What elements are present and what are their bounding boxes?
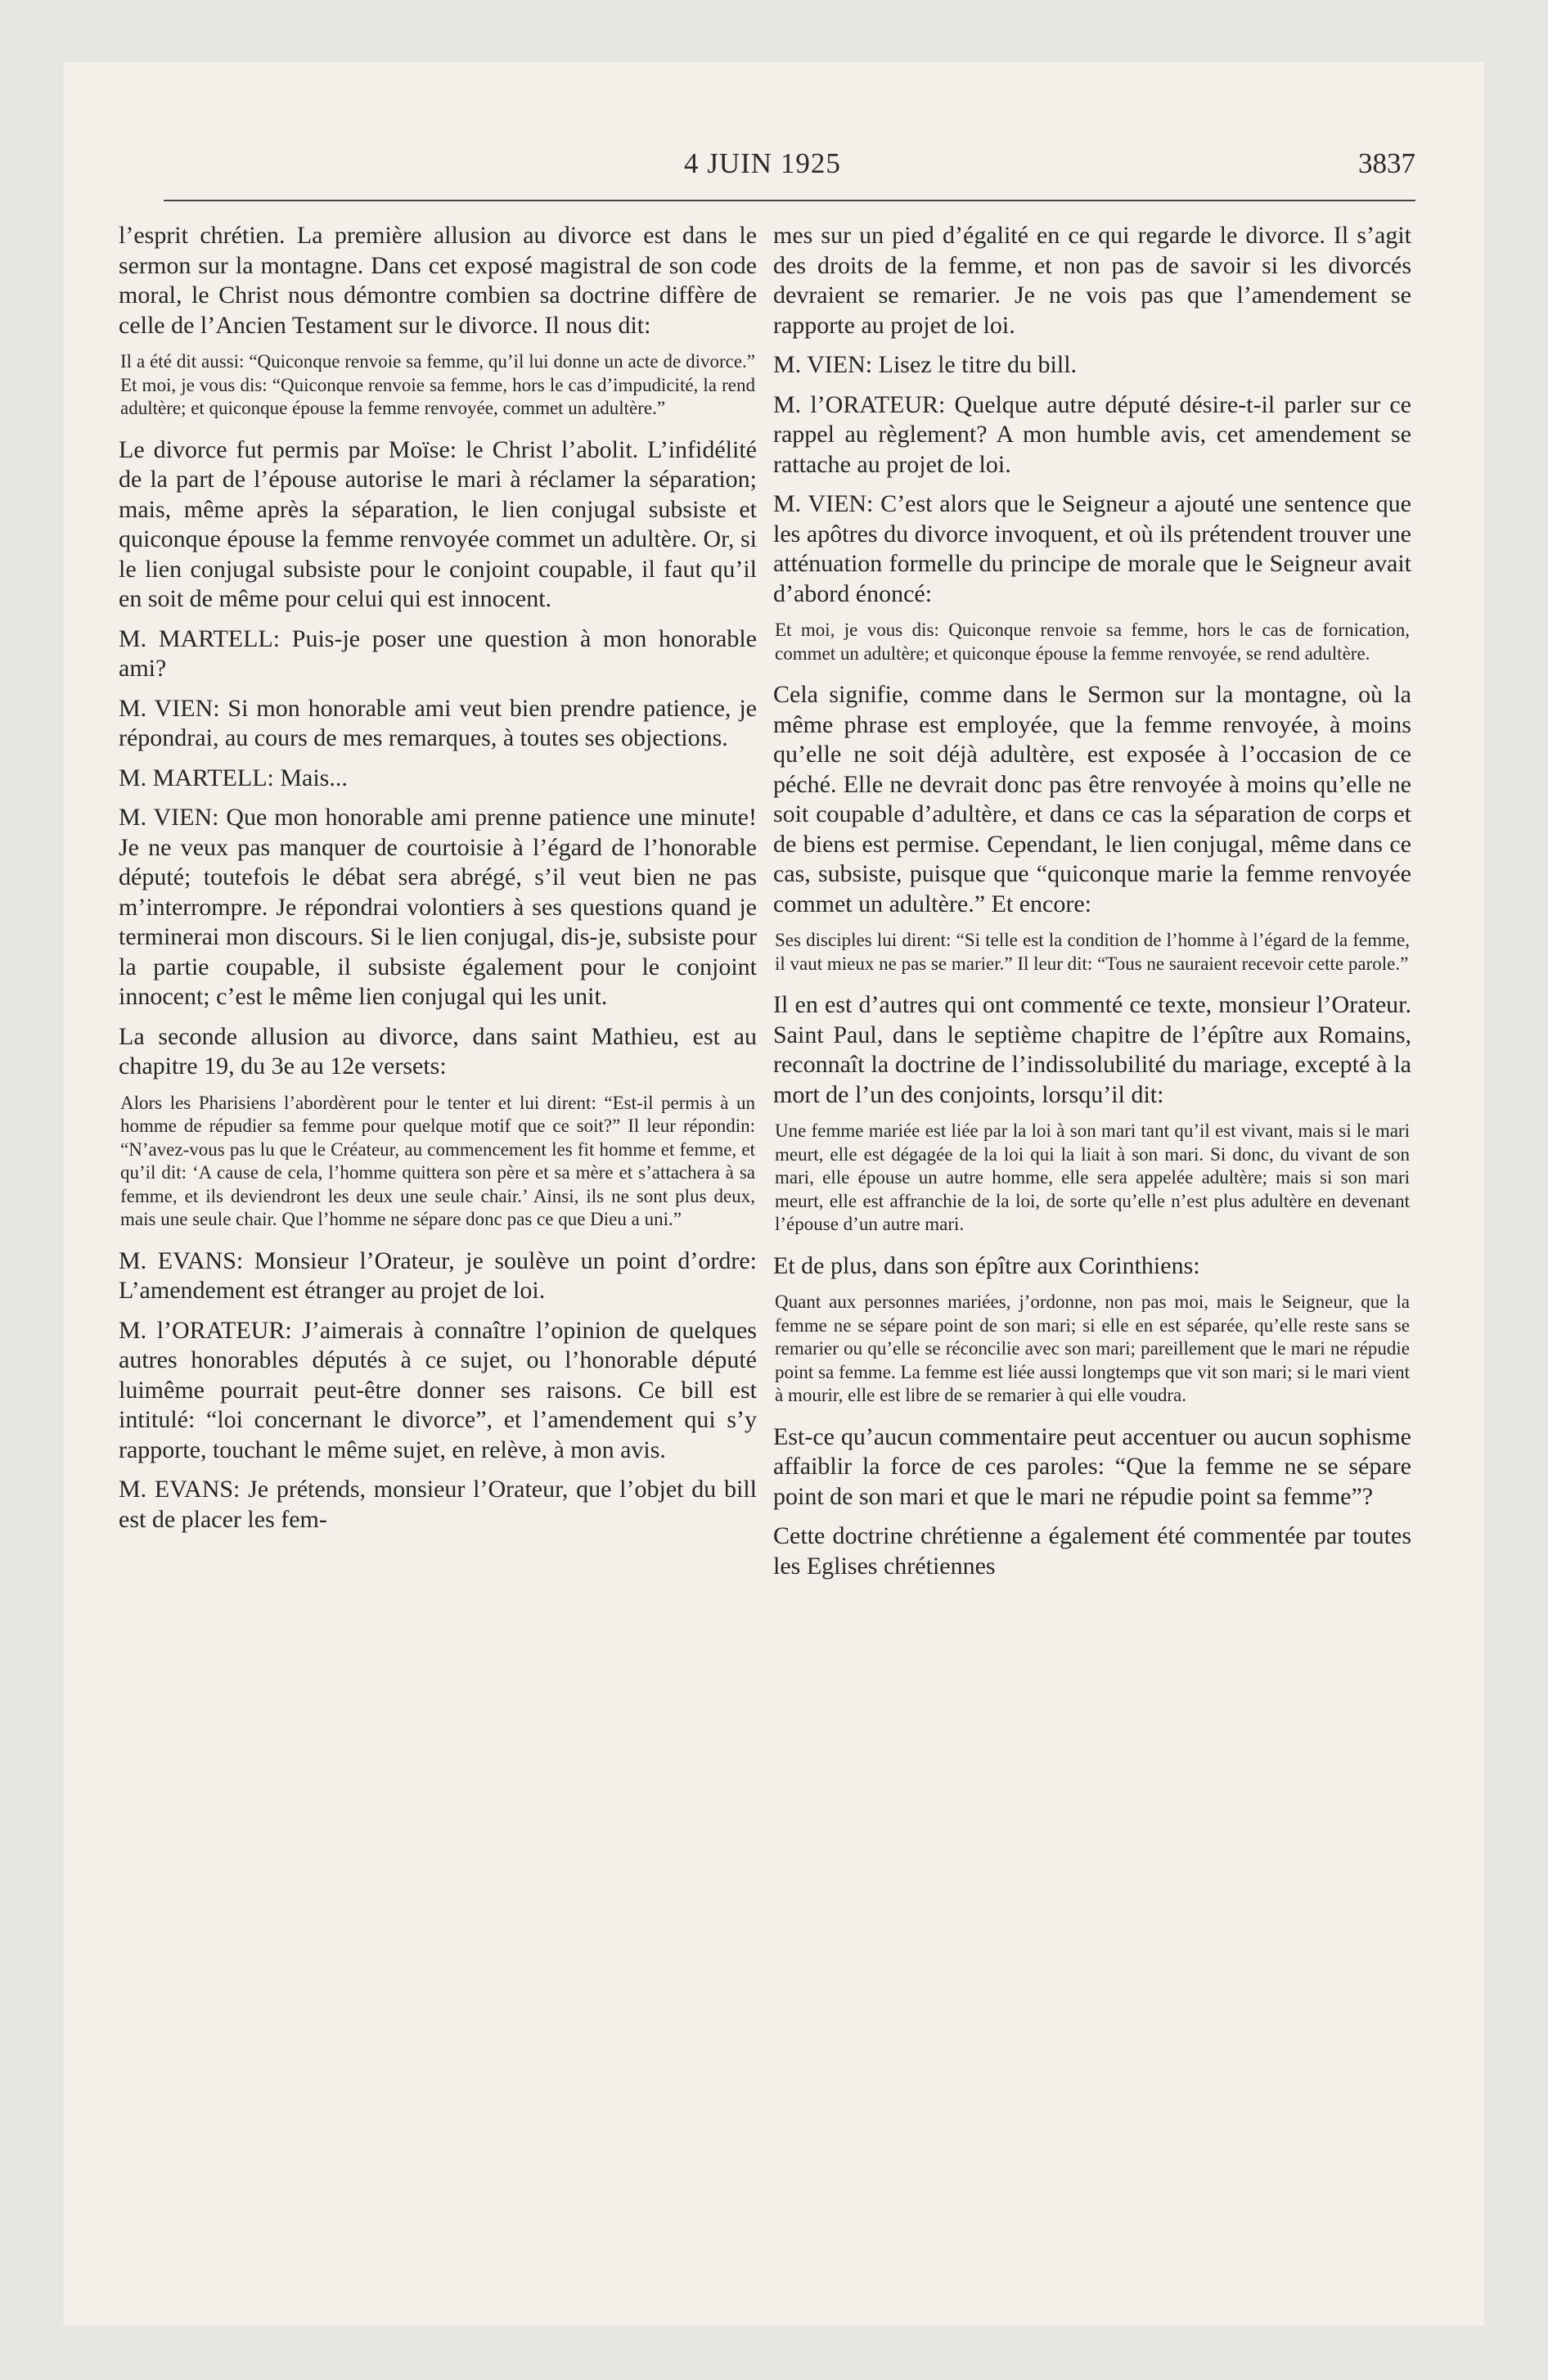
- paragraph: M. MARTELL: Mais...: [119, 764, 348, 791]
- paragraph: Cette doctrine chrétienne a également été commentée par toutes les Eglises chrétiennes: [773, 1522, 1411, 1580]
- block-quote: Et moi, je vous dis: Quiconque renvoie sa femme, hors le cas de fornication, commet un adultère; et quiconque épouse la femme renvoyée, se rend adultère.: [775, 620, 1410, 664]
- block-quote: Il a été dit aussi: “Quiconque renvoie sa femme, qu’il lui donne un acte de divorce.” Et moi, je vous dis: “Quiconque renvoie sa femme, hors le cas d’impudicité, la rend adultère; et quiconque épouse la femme renvoyée, commet un adultère.”: [120, 351, 755, 418]
- paragraph: Le divorce fut permis par Moïse: le Christ l’abolit. L’infidélité de la part de l’épouse autorise le mari à réclamer la séparation; mais, même après la séparation, le lien conjugal subsiste et quiconque épouse la femme renvoyée commet un adultère. Or, si le lien conjugal subsiste pour le conjoint coupable, il faut qu’il en soit de même pour celui qui est innocent.: [119, 435, 757, 612]
- paragraph: M. MARTELL: Puis-je poser une question à mon honorable ami?: [119, 624, 757, 682]
- paragraph: l’esprit chrétien. La première allusion au divorce est dans le sermon sur la montagne. Dans cet exposé magistral de son code moral, le Christ nous démontre combien sa doctrine diffère de celle de l’Ancien Testament sur le divorce. Il nous dit:: [119, 222, 757, 339]
- right-column: [773, 221, 1411, 1591]
- paragraph: La seconde allusion au divorce, dans saint Mathieu, est au chapitre 19, du 3e au 12e versets:: [119, 1022, 757, 1080]
- page-header: [638, 147, 1415, 188]
- left-column: [119, 221, 757, 1544]
- block-quote: Quant aux personnes mariées, j’ordonne, non pas moi, mais le Seigneur, que la femme ne se sépare point de son mari; si elle en est séparée, qu’elle reste sans se remarier ou qu’elle se réconcilie avec son mari; pareillement que le mari ne répudie point sa femme. La femme est liée aussi longtemps que vit son mari; si le mari vient à mourir, elle est libre de se remarier à qui elle voudra.: [775, 1291, 1410, 1405]
- paragraph: Cela signifie, comme dans le Sermon sur la montagne, où la même phrase est employée, que la femme renvoyée, à moins qu’elle ne soit déjà adultère, est exposée à l’occasion de ce péché. Elle ne devrait donc pas être renvoyée à moins qu’elle ne soit coupable d’adultère, et dans ce cas la séparation de corps et de biens est permise. Cependant, le lien conjugal, même dans ce cas, subsiste, puisque que “quiconque marie la femme renvoyée commet un adultère.” Et encore:: [773, 681, 1411, 917]
- paragraph: M. EVANS: Je prétends, monsieur l’Orateur, que l’objet du bill est de placer les fem-: [119, 1476, 757, 1533]
- paragraph: Il en est d’autres qui ont commenté ce texte, monsieur l’Orateur. Saint Paul, dans le septième chapitre de l’épître aux Romains, reconnaît la doctrine de l’indissolubilité du mariage, excepté à la mort de l’un des conjoints, lorsqu’il dit:: [773, 991, 1411, 1108]
- paragraph: M. VIEN: Si mon honorable ami veut bien prendre patience, je répondrai, au cours de mes remarques, à toutes ses objections.: [119, 694, 757, 751]
- paragraph: Est-ce qu’aucun commentaire peut accentuer ou aucun sophisme affaiblir la force de ces paroles: “Que la femme ne se sépare point de son mari et que le mari ne répudie point sa femme”?: [773, 1422, 1411, 1510]
- paragraph: M. VIEN: Lisez le titre du bill.: [773, 351, 1078, 378]
- header-rule: [164, 200, 1415, 201]
- header-page-number: 3837: [1358, 147, 1415, 179]
- block-quote: Une femme mariée est liée par la loi à son mari tant qu’il est vivant, mais si le mari meurt, elle est dégagée de la loi qui la liait à son mari. Si donc, du vivant de son mari, elle épouse un autre homme, elle sera appelée adultère; mais si son mari meurt, elle est affranchie de la loi, de sorte qu’elle n’est plus adultère en devenant l’épouse d’un autre mari.: [775, 1120, 1410, 1234]
- paragraph: mes sur un pied d’égalité en ce qui regarde le divorce. Il s’agit des droits de la femme, et non pas de savoir si les divorcés devraient se remarier. Je ne vois pas que l’amendement se rapporte au projet de loi.: [773, 222, 1411, 339]
- paragraph: M. EVANS: Monsieur l’Orateur, je soulève un point d’ordre: L’amendement est étranger au projet de loi.: [119, 1246, 757, 1304]
- paragraph: M. VIEN: C’est alors que le Seigneur a ajouté une sentence que les apôtres du divorce invoquent, et où ils prétendent trouver une atténuation formelle du principe de morale que le Seigneur avait d’abord énoncé:: [773, 490, 1411, 607]
- paragraph: M. VIEN: Que mon honorable ami prenne patience une minute! Je ne veux pas manquer de courtoisie à l’égard de l’honorable député; toutefois le débat sera abrégé, s’il veut bien ne pas m’interrompre. Je répondrai volontiers à ses questions quand je terminerai mon discours. Si le lien conjugal, dis-je, subsiste pour la partie coupable, il subsiste également pour le conjoint innocent; c’est le même lien conjugal qui les unit.: [119, 804, 757, 1010]
- paragraph: M. l’ORATEUR: Quelque autre député désire-t-il parler sur ce rappel au règlement? A mon humble avis, cet amendement se rattache au projet de loi.: [773, 390, 1411, 478]
- block-quote: Ses disciples lui dirent: “Si telle est la condition de l’homme à l’égard de la femme, il vaut mieux ne pas se marier.” Il leur dit: “Tous ne sauraient recevoir cette parole.”: [775, 930, 1410, 974]
- header-date: 4 JUIN 1925: [684, 147, 841, 179]
- block-quote: Alors les Pharisiens l’abordèrent pour le tenter et lui dirent: “Est-il permis à un homme de répudier sa femme pour quelque motif que ce soit?” Il leur répondin: “N’avez-vous pas lu que le Créateur, au commencement les fit homme et femme, et qu’il dit: ‘A cause de cela, l’homme quittera son père et sa mère et s’attachera à sa femme, et ils deviendront les deux une seule chair.’ Ainsi, ils ne sont plus deux, mais une seule chair. Que l’homme ne sépare donc pas ce que Dieu a uni.”: [120, 1092, 755, 1229]
- paragraph: M. l’ORATEUR: J’aimerais à connaître l’opinion de quelques autres honorables députés à ce sujet, ou l’honorable député luimême pourrait peut-être donner ses raisons. Ce bill est intitulé: “loi concernant le divorce”, et l’amendement qui s’y rapporte, touchant le même sujet, en relève, à mon avis.: [119, 1316, 757, 1463]
- paragraph: Et de plus, dans son épître aux Corinthiens:: [773, 1251, 1200, 1279]
